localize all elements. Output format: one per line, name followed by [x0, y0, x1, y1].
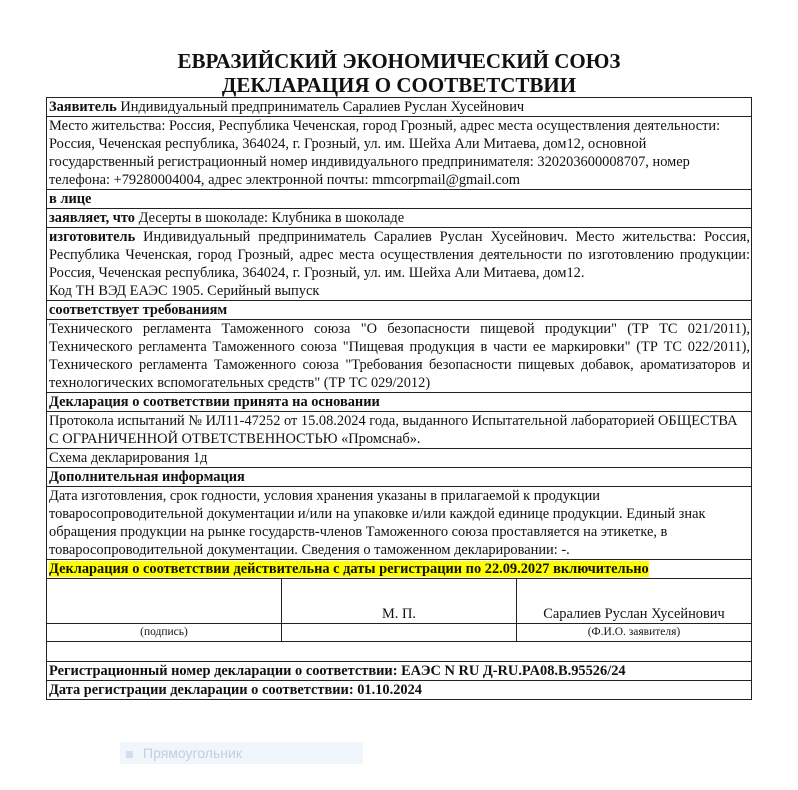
declares-value: Десерты в шоколаде: Клубника в шоколаде: [138, 210, 405, 226]
applicant-value: Индивидуальный предприниматель Саралиев Руслан Хусейнович: [120, 99, 525, 115]
stamp-caption: [281, 624, 516, 641]
applicant-label: Заявитель: [49, 99, 117, 115]
sign-caption: (подпись): [140, 626, 188, 638]
stamp-label: М. П.: [382, 606, 416, 622]
tnved-code: Код ТН ВЭД ЕАЭС 1905. Серийный выпуск: [49, 283, 320, 299]
name-caption: (Ф.И.О. заявителя): [516, 624, 751, 641]
spacer-row: [47, 642, 751, 662]
validity-text: Декларация о соответствии действительна с даты регистрации по 22.09.2027 включительно: [49, 561, 649, 577]
applicant-row: [47, 98, 751, 117]
basis-value: Протокола испытаний № ИЛ11-47252 от 15.08.2024 года, выданного Испытательной лабораторией ОБЩЕСТВА С ОГРАНИЧЕННОЙ ОТВЕТСТВЕННОСТЬЮ «Промснаб».: [47, 412, 751, 449]
declaration-table: [46, 97, 752, 700]
declares-row: [47, 209, 751, 228]
basis-label: Декларация о соответствии принята на основании: [47, 393, 751, 412]
applicant-name-cell: [516, 579, 751, 623]
requirements-label: соответствует требованиям: [47, 301, 751, 320]
document-title-declaration: ДЕКЛАРАЦИЯ О СООТВЕТСТВИИ: [221, 73, 577, 97]
validity-row: [47, 560, 751, 579]
additional-info-label: Дополнительная информация: [47, 468, 751, 487]
stamp-cell: [281, 579, 516, 623]
manufacturer-label: изготовитель: [49, 229, 136, 245]
manufacturer-row: [47, 228, 751, 301]
signature-cell: [47, 579, 281, 623]
declaration-scheme: Схема декларирования 1д: [47, 449, 751, 468]
in-person-label: в лице: [47, 190, 751, 209]
signature-caption-row: [47, 624, 751, 642]
signature-row: [47, 579, 751, 624]
rectangle-label: Прямоугольник: [143, 745, 242, 761]
registration-date: Дата регистрации декларации о соответствии: 01.10.2024: [49, 682, 422, 698]
document-title-union: ЕВРАЗИЙСКИЙ ЭКОНОМИЧЕСКИЙ СОЮЗ: [177, 49, 621, 73]
applicant-address: Место жительства: Россия, Республика Чеченская, город Грозный, адрес места осуществления деятельности: Россия, Чеченская республика, 364024, г. Грозный, ул. им. Шейха Али Митаева, дом12, основной государственный регистрационный номер индивидуального предпринимателя: 320203600008707, номер телефона: +79280004004, адрес электронной почты: mmcorpmail@gmail.com: [47, 117, 751, 190]
rectangle-shape-placeholder[interactable]: [120, 742, 363, 764]
additional-info-value: Дата изготовления, срок годности, условия хранения указаны в прилагаемой к продукции товаросопроводительной документации и/или на упаковке и/или каждой единице продукции. Единый знак обращения продукции на рынке государств-членов Таможенного союза проставляется на этикетке, в товаросопроводительной документации. Сведения о таможенном декларировании: -.: [47, 487, 751, 560]
rectangle-icon: [126, 751, 133, 758]
declares-label: заявляет, что: [49, 210, 135, 226]
registration-number: Регистрационный номер декларации о соответствии: ЕАЭС N RU Д-RU.PA08.B.95526/24: [47, 662, 751, 681]
manufacturer-value: Индивидуальный предприниматель Саралиев Руслан Хусейнович. Место жительства: Россия, Республика Чеченская, город Грозный, адрес места осуществления деятельности по изготовлению продукции: Россия, Чеченская республика, 364024, г. Грозный, ул. им. Шейха Али Митаева, дом12.: [49, 229, 750, 281]
requirements-value: Технического регламента Таможенного союза "О безопасности пищевой продукции" (ТР ТС 021/2011), Технического регламента Таможенного союза "Пищевая продукция в части ее маркировки" (ТР ТС 022/2011), Технического регламента Таможенного союза "Требования безопасности пищевых добавок, ароматизаторов и технологических вспомогательных средств" (ТР ТС 029/2012): [49, 321, 750, 391]
applicant-name: Саралиев Руслан Хусейнович: [543, 606, 725, 622]
